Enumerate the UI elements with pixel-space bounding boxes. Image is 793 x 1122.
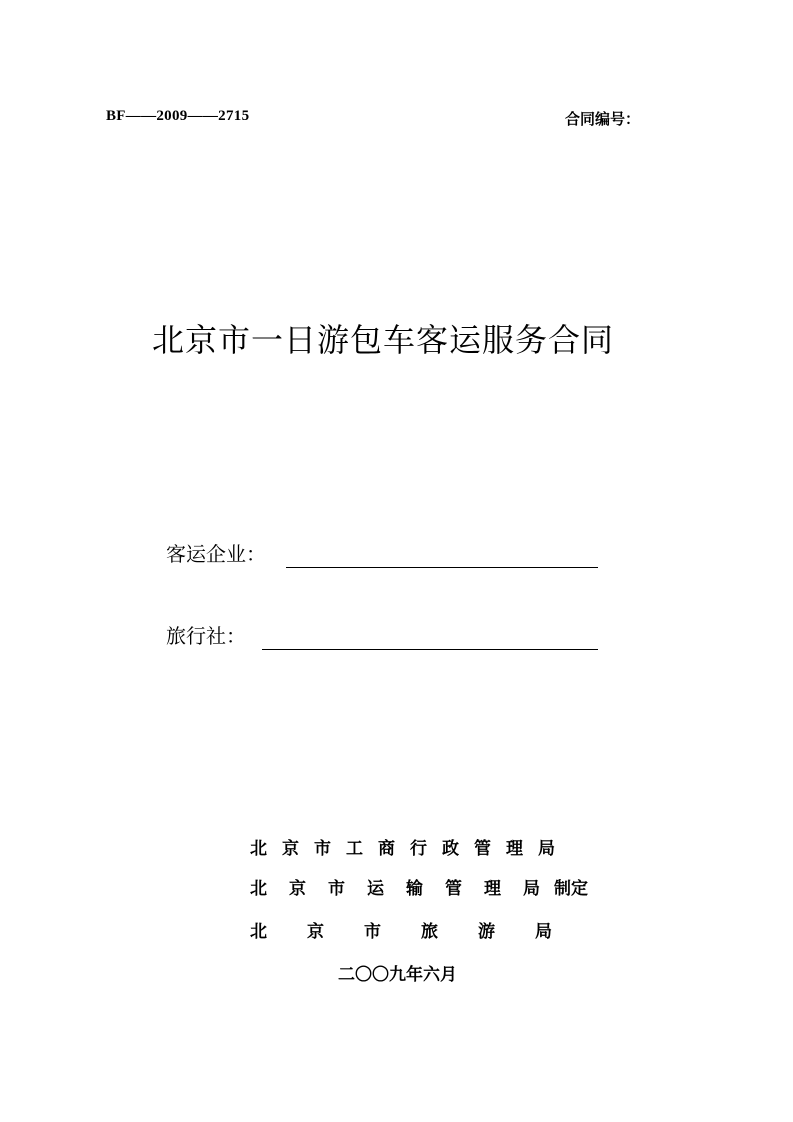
- issuer-char: 政: [442, 839, 459, 859]
- agency-field: [166, 620, 598, 650]
- enterprise-label: 客运企业：: [166, 542, 266, 566]
- issuer-char: 北: [250, 839, 267, 859]
- document-code: BF——2009——2715: [106, 108, 250, 124]
- issuer-char: 市: [314, 839, 331, 859]
- issuer-char: 游: [478, 922, 495, 942]
- issue-date: 二〇〇九年六月: [338, 965, 457, 985]
- issuer-char: 旅: [421, 922, 438, 942]
- issuer-char: 京: [307, 922, 324, 942]
- issuer-char: 局: [535, 922, 552, 942]
- issuer-char: 管: [474, 839, 491, 859]
- issuer-transport: [250, 874, 588, 898]
- issuer-char: 市: [328, 879, 345, 899]
- issuer-char: 管: [445, 879, 462, 899]
- issuer-char: 商: [378, 839, 395, 859]
- issuer-char: 理: [484, 879, 501, 899]
- enterprise-field: [166, 538, 598, 568]
- issuer-char: 北: [250, 879, 267, 899]
- agency-label: 旅行社：: [166, 624, 246, 648]
- issuer-char: 京: [289, 879, 306, 899]
- issuer-char: 输: [406, 879, 423, 899]
- page-title: 北京市一日游包车客运服务合同: [152, 321, 615, 359]
- issuer-char: 理: [506, 839, 523, 859]
- issuer-char: 局: [538, 839, 555, 859]
- issuer-char: 局: [523, 879, 540, 899]
- issuer-char: 行: [410, 839, 427, 859]
- issuer-char: 京: [282, 839, 299, 859]
- issuer-char: 北: [250, 922, 267, 942]
- issuer-industry-commerce: [250, 834, 555, 858]
- contract-number-label: 合同编号：: [565, 110, 641, 128]
- agency-blank-line: [262, 649, 598, 650]
- issuer-char: 市: [364, 922, 381, 942]
- issuer-tourism: [250, 917, 552, 941]
- issuer-char: 工: [346, 839, 363, 859]
- enterprise-blank-line: [286, 567, 598, 568]
- issued-by-suffix: 制定: [554, 879, 588, 899]
- issuer-char: 运: [367, 879, 384, 899]
